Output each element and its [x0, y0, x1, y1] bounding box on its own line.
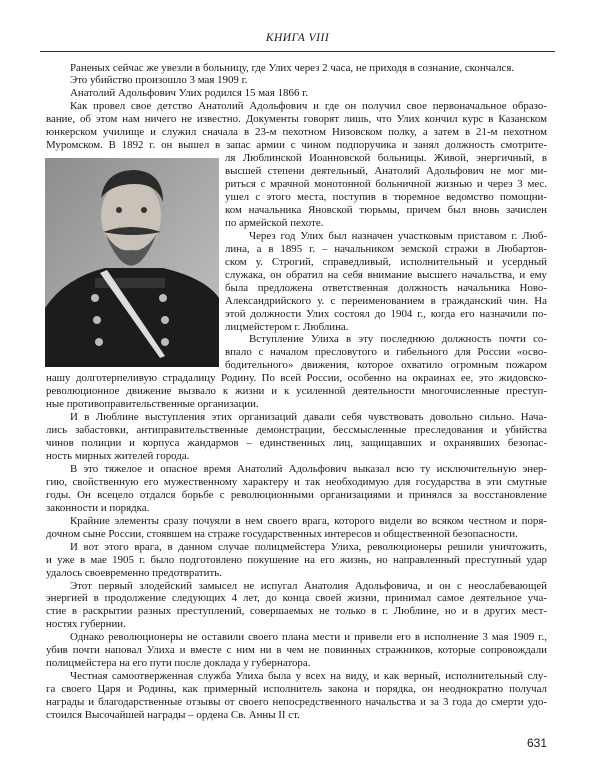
paragraph-first-line: Честная самоотверженная служба Улиха была у всех на виду, и как верный, исполнительный слу- [70, 670, 547, 683]
paragraph-line: ля Люблинской Иоанновской больницы. Живой, энергичный, в [225, 152, 547, 165]
paragraph-line: ском у. Строгий, справедливый, исполнительный и усердный [225, 255, 547, 268]
paragraph-line: по армейской пехоте. [225, 216, 324, 229]
paragraph-first-line: Этот первый злодейский замысел не испугал Анатолия Адольфовича, и он с неослабевающей [70, 579, 547, 592]
paragraph-first-line: Это убийство произошло 3 мая 1909 г. [70, 74, 248, 87]
paragraph-line: гию, свойственную его мужественному характеру и так необходимую для государства в эти смутные [46, 475, 547, 488]
paragraph-line: нашу долготерпеливую страдалицу Родину. По всей России, особенно на окраинах ее, это жидовско- [46, 372, 547, 385]
paragraph-line: энергией в продолжение следующих 4 лет, до конца своей жизни, принимал самое деятельное уча- [46, 592, 547, 605]
paragraph-line: юнкерском училище и служил сначала в 23-м пехотном Низовском полку, а затем в 21-м пехотном [46, 126, 547, 139]
paragraph-line: Александрийского у. с переименованием в гражданский чин. На [225, 294, 547, 307]
paragraph-first-line: И вот этого врага, в данном случае полицмейстера Улиха, революционеры решили уничтожить, [70, 540, 547, 553]
portrait-photo [45, 158, 219, 367]
paragraph-line: полицмейстера на его пути после доклада у губернатора. [46, 657, 311, 670]
paragraph-first-line: Анатолий Адольфович Улих родился 15 мая 1866 г. [70, 87, 309, 100]
paragraph-line: убив почти наповал Улиха и вместе с ним ни в чем не повинных стражников, которые сопровождали [46, 644, 547, 657]
paragraph-line: лицмейстером г. Люблина. [225, 320, 349, 333]
paragraph-line: этой должности Улих состоял до 1904 г., когда его назначили по- [225, 307, 547, 320]
paragraph-line: ность мирных жителей города. [46, 450, 190, 462]
paragraph-line: высшей степени деятельный, Анатолий Адольфович не мог ми- [225, 165, 547, 178]
paragraph-line: законности и порядка. [46, 501, 150, 514]
paragraph-first-line: В это тяжелое и опасное время Анатолий Адольфович выказал всю ту исключительную энер- [70, 462, 547, 475]
paragraph-first-line: И в Люблине выступления этих организаций давали себя чувствовать довольно сильно. Нача- [70, 411, 547, 424]
paragraph-line: га своего Царя и Родины, как примерный исполнитель закона и порядка, он неоднократно получал [46, 683, 547, 696]
paragraph-line: и уже в мае 1905 г. было подготовлено покушение на его жизнь, но направленный преступный удар [46, 553, 547, 566]
paragraph-first-line: Вступление Улиха в эту последнюю должность почти со- [249, 333, 547, 346]
running-head: КНИГА VIII [265, 32, 330, 44]
paragraph-first-line: Однако революционеры не оставили своего плана мести и привели его в исполнение 3 мая 1909 г., [70, 631, 547, 644]
paragraph-first-line: Крайние элементы сразу почуяли в нем своего врага, которого видели во всяком честном и поря- [70, 514, 547, 527]
paragraph-line: стие в раскрытии разных преступлений, совершаемых не только в г. Люблине, но и в других мест- [46, 605, 547, 618]
page-number: 631 [527, 736, 548, 750]
paragraph-line: впало с началом пресловутого и гибельного для России «осво- [225, 346, 547, 359]
paragraph-first-line: Через год Улих был назначен участковым приставом г. Люб- [249, 229, 547, 242]
paragraph-line: лись забастовки, антиправительственные демонстрации, бессмысленные преследования и убийства [46, 424, 547, 437]
paragraph-line: ушел с этого места, поступив в тюремное ведомство помощни- [225, 191, 547, 203]
paragraph-line: ностях губернии. [46, 618, 126, 631]
paragraph-line: Муромском. В 1892 г. он вышел в запас армии с чином подпоручика и занял должность смотрите- [46, 139, 547, 152]
header-rule [40, 51, 555, 52]
paragraph-line: бодительного» движения, которое охватило огромным пожаром [225, 359, 547, 372]
paragraph-line: дочном сыне России, стоявшем на страже государственных интересов и общественной безопасности. [46, 527, 518, 540]
paragraph-line: ные противоправительственные организации. [46, 398, 259, 411]
paragraph-line: лина, а в 1895 г. – начальником земской стражи в Любартов- [225, 242, 547, 255]
paragraph-line: ком начальника Яновской тюрьмы, причем был вновь зачислен [225, 203, 547, 216]
paragraph-line: годы. Он всецело отдался борьбе с революционными организациями и принялся за восстановление [46, 488, 547, 501]
paragraph-first-line: Раненых сейчас же увезли в больницу, где Улих через 2 часа, не приходя в сознание, скончался. [70, 61, 515, 74]
paragraph-line: вание, об этом нам ничего не известно. Документы говорят лишь, что Улих кончил курс в Казанском [46, 113, 547, 126]
paragraph-first-line: Как провел свое детство Анатолий Адольфович и где он получил свое первоначальное образо- [70, 100, 547, 113]
paragraph-line: чинов полиции и корпуса жандармов – единственных лиц, защищавших и охранявших безопас- [46, 437, 547, 450]
paragraph-line: удалось своевременно предотвратить. [46, 566, 222, 579]
paragraph-line: стоился Высочайшей награды – ордена Св. Анны II ст. [46, 709, 300, 721]
paragraph-line: революционное движение вызвало к жизни и к усиленной деятельности многочисленные преступ- [46, 385, 547, 398]
paragraph-line: была предложена ответственная должность начальника Ново- [225, 281, 547, 294]
portrait-image [45, 158, 219, 367]
paragraph-line: награды и благодарственные отзывы от своего непосредственного начальства и за 3 года до смерти удо- [46, 696, 547, 709]
paragraph-line: риться с мрачной монотонной больничной жизнью и через 3 мес. [225, 178, 547, 191]
paragraph-line: служака, он обратил на себя внимание высшего начальства, и ему [225, 268, 547, 281]
